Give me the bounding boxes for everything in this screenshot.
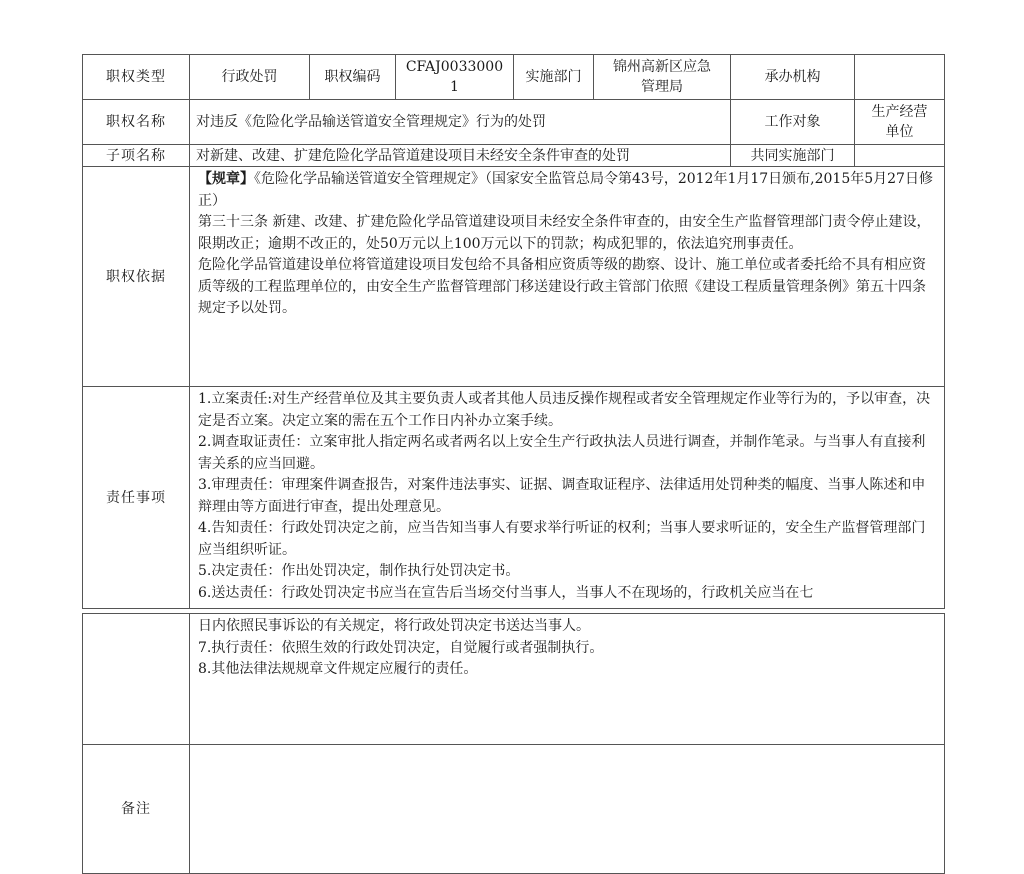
power-type-value: 行政处罚 [190,55,310,100]
handling-org-label: 承办机构 [731,55,855,100]
duty-item: 6.送达责任：行政处罚决定书应当在宣告后当场交付当事人，当事人不在现场的，行政机关应当在七 [198,584,814,601]
joint-dept-value [855,145,945,167]
power-info-table [82,54,945,609]
power-name-label: 职权名称 [83,100,190,145]
remarks-label: 备注 [83,745,190,874]
row-remarks [83,745,945,874]
duty-item: 7.执行责任：依照生效的行政处罚决定，自觉履行或者强制执行。 [198,639,604,656]
row-responsibilities-continued [83,614,945,745]
regulation-title: 《危险化学品输送管道安全管理规定》（国家安全监管总局令第43号，2012年1月17日颁布,2015年5月27日修正） [198,171,933,209]
legal-basis-article-33: 第三十三条 新建、改建、扩建危险化学品管道建设项目未经安全条件审查的，由安全生产监督管理部门责令停止建设，限期改正；逾期不改正的，处50万元以上100万元以下的罚款；构成犯罪的，依法追究刑事责任。 [198,214,931,252]
row-power-name [83,100,945,145]
row-responsibilities [83,387,945,609]
duty-item: 日内依照民事诉讼的有关规定，将行政处罚决定书送达当事人。 [198,618,590,634]
responsibilities-content [190,387,945,609]
sub-item-value: 对新建、改建、扩建危险化学品管道建设项目未经安全条件审查的处罚 [190,145,731,167]
work-target-label: 工作对象 [731,100,855,145]
power-type-label: 职权类型 [83,55,190,100]
joint-dept-label: 共同实施部门 [731,145,855,167]
implementing-dept-label: 实施部门 [514,55,594,100]
remarks-value [190,745,945,874]
power-name-value: 对违反《危险化学品输送管道安全管理规定》行为的处罚 [190,100,731,145]
legal-basis-content [190,167,945,387]
responsibilities-continued-label-cell [83,614,190,745]
duty-item: 1.立案责任:对生产经营单位及其主要负责人或者其他人员违反操作规程或者安全管理规定作业等行为的，予以审查，决定是否立案。决定立案的需在五个工作日内补办立案手续。 [198,391,931,429]
duty-item: 2.调查取证责任：立案审批人指定两名或者两名以上安全生产行政执法人员进行调查，并制作笔录。与当事人有直接利害关系的应当回避。 [198,434,926,472]
power-code-label: 职权编码 [310,55,396,100]
responsibilities-label: 责任事项 [83,387,190,609]
power-info-table-continued [82,613,945,874]
legal-basis-transfer-clause: 危险化学品管道建设单位将管道建设项目发包给不具备相应资质等级的勘察、设计、施工单位或者委托给不具有相应资质等级的工程监理单位的，由安全生产监督管理部门移送建设行政主管部门依照《建设工程质量管理条例》第五十四条规定予以处罚。 [198,257,926,316]
row-sub-item [83,145,945,167]
duty-item: 5.决定责任：作出处罚决定，制作执行处罚决定书。 [198,563,520,579]
implementing-dept-value: 锦州高新区应急管理局 [594,55,731,100]
handling-org-value [855,55,945,100]
work-target-value: 生产经营单位 [855,100,945,145]
duty-item: 8.其他法律法规规章文件规定应履行的责任。 [198,661,478,677]
row-power-type [83,55,945,100]
duty-item: 4.告知责任：行政处罚决定之前，应当告知当事人有要求举行听证的权利；当事人要求听证的，安全生产监督管理部门应当组织听证。 [198,520,926,558]
legal-basis-label: 职权依据 [83,167,190,387]
power-code-value: CFAJ00330001 [396,55,514,100]
legal-basis-regulation [198,169,938,212]
sub-item-label: 子项名称 [83,145,190,167]
duty-item: 3.审理责任：审理案件调查报告，对案件违法事实、证据、调查取证程序、法律适用处罚种类的幅度、当事人陈述和申辩理由等方面进行审查，提出处理意见。 [198,477,926,515]
power-list-document [82,54,944,874]
regulation-tag: 【规章】 [198,171,254,187]
row-legal-basis [83,167,945,387]
responsibilities-continued-content [190,614,945,745]
